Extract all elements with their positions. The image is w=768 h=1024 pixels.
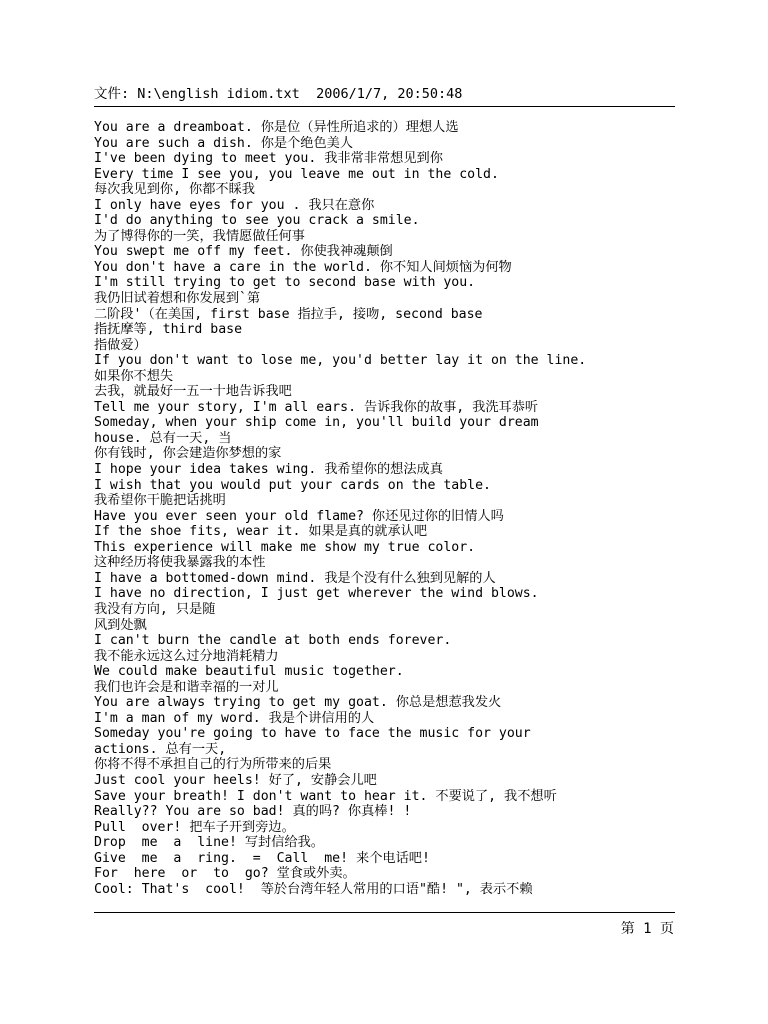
text-line: 指抚摩等, third base bbox=[94, 322, 243, 338]
text-line: You are such a dish. 你是个绝色美人 bbox=[94, 135, 354, 151]
text-line: I'm still trying to get to second base with you. bbox=[94, 275, 476, 291]
text-line: I've been dying to meet you. 我非常非常想见到你 bbox=[94, 151, 443, 167]
file-header: 文件: N:\english idiom.txt 2006/1/7, 20:50:48 bbox=[94, 86, 463, 102]
text-line: 我们也许会是和谐幸福的一对儿 bbox=[94, 679, 279, 695]
page-number: 第 1 页 bbox=[620, 921, 674, 937]
text-line: I have no direction, I just get wherever the wind blows. bbox=[94, 586, 539, 602]
text-line: Have you ever seen your old flame? 你还见过你的旧情人吗 bbox=[94, 508, 504, 524]
text-line: 你有钱时, 你会建造你梦想的家 bbox=[94, 446, 282, 462]
text-line: You are always trying to get my goat. 你总是想惹我发火 bbox=[94, 695, 502, 711]
text-line: You swept me off my feet. 你使我神魂颠倒 bbox=[94, 244, 393, 260]
text-line: 为了博得你的一笑，我情愿做任何事 bbox=[94, 228, 305, 244]
text-line: 二阶段'（在美国, first base 指拉手, 接吻, second base bbox=[94, 306, 483, 322]
text-line: 这种经历将使我暴露我的本性 bbox=[94, 555, 266, 571]
text-line: 我希望你干脆把话挑明 bbox=[94, 493, 226, 509]
text-line: This experience will make me show my true color. bbox=[94, 539, 476, 555]
text-line: Cool: That's cool! 等於台湾年轻人常用的口语"酷! ", 表示不赖 bbox=[94, 881, 533, 897]
text-line: Give me a ring. = Call me! 来个电话吧! bbox=[94, 850, 430, 866]
text-line: We could make beautiful music together. bbox=[94, 664, 404, 680]
text-line: I wish that you would put your cards on the table. bbox=[94, 477, 491, 493]
text-line: Someday you're going to have to face the music for your bbox=[94, 726, 531, 742]
text-line: I have a bottomed-down mind. 我是个没有什么独到见解的人 bbox=[94, 570, 496, 586]
text-line: You don't have a care in the world. 你不知人间烦恼为何物 bbox=[94, 259, 512, 275]
text-line: Just cool your heels! 好了, 安静会儿吧 bbox=[94, 772, 377, 788]
text-line: Drop me a line! 写封信给我。 bbox=[94, 835, 324, 851]
text-line: 如果你不想失 bbox=[94, 368, 174, 384]
text-line: 风到处飘 bbox=[94, 617, 147, 633]
text-line: 你将不得不承担自己的行为所带来的后果 bbox=[94, 757, 332, 773]
text-line: Pull over! 把车子开到旁边。 bbox=[94, 819, 295, 835]
text-line: If you don't want to lose me, you'd better lay it on the line. bbox=[94, 353, 587, 369]
text-line: 我没有方向, 只是随 bbox=[94, 601, 216, 617]
text-line: I'm a man of my word. 我是个讲信用的人 bbox=[94, 710, 375, 726]
text-line: You are a dreamboat. 你是位（异性所追求的）理想人选 bbox=[94, 120, 459, 135]
text-line: If the shoe fits, wear it. 如果是真的就承认吧 bbox=[94, 524, 428, 540]
text-line: I'd do anything to see you crack a smile. bbox=[94, 213, 420, 229]
header-divider bbox=[94, 106, 675, 107]
text-line: Tell me your story, I'm all ears. 告诉我你的故事, 我洗耳恭听 bbox=[94, 399, 539, 415]
text-line: Every time I see you, you leave me out in the cold. bbox=[94, 166, 499, 182]
text-line: I can't burn the candle at both ends forever. bbox=[94, 633, 452, 649]
text-line: house. 总有一天, 当 bbox=[94, 430, 232, 446]
text-line: I only have eyes for you . 我只在意你 bbox=[94, 197, 375, 213]
text-line: I hope your idea takes wing. 我希望你的想法成真 bbox=[94, 462, 443, 478]
text-line: 每次我见到你, 你都不睬我 bbox=[94, 182, 255, 198]
document-body bbox=[94, 120, 684, 897]
text-line: For here or to go? 堂食或外卖。 bbox=[94, 866, 356, 882]
text-line: 我仍旧试着想和你发展到`第 bbox=[94, 291, 261, 307]
text-line: 我不能永远这么过分地消耗精力 bbox=[94, 648, 279, 664]
text-line: Someday, when your ship come in, you'll build your dream bbox=[94, 415, 539, 431]
text-line: 指做爱） bbox=[94, 337, 147, 353]
text-line: 去我，就最好一五一十地告诉我吧 bbox=[94, 384, 292, 400]
text-line: Really?? You are so bad! 真的吗? 你真棒! ! bbox=[94, 804, 412, 820]
footer-divider bbox=[94, 912, 675, 913]
text-line: actions. 总有一天, bbox=[94, 741, 227, 757]
text-line: Save your breath! I don't want to hear it. 不要说了, 我不想听 bbox=[94, 788, 557, 804]
